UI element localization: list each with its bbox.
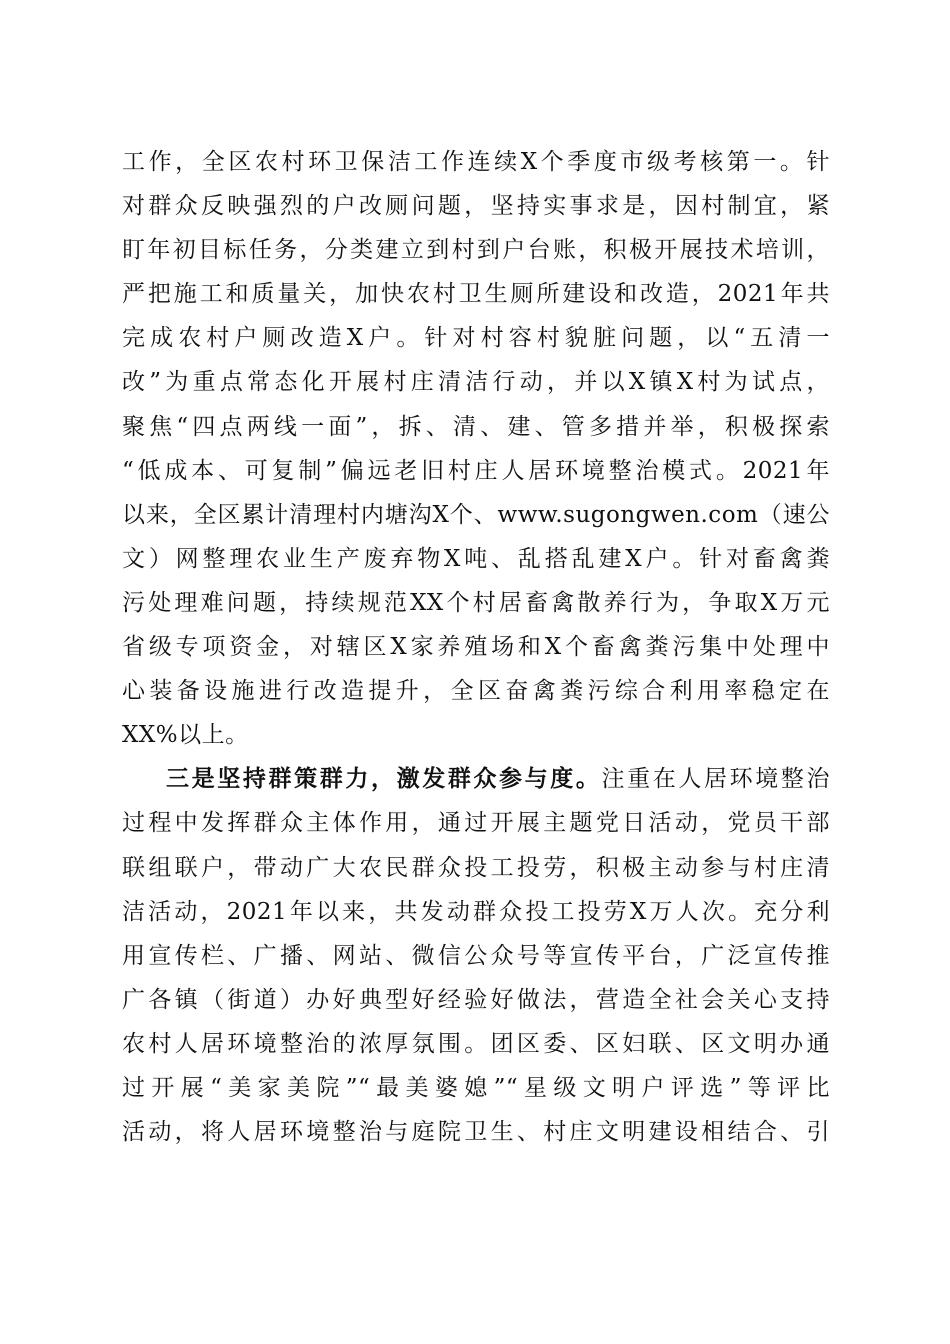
text-line: 对群众反映强烈的户改厕问题，坚持实事求是，因村制宜，紧 (122, 193, 830, 220)
text-line: 严把施工和质量关，加快农村卫生厕所建设和改造，2021年共 (122, 281, 830, 308)
text-line: 农村人居环境整治的浓厚氛围。团区委、区妇联、区文明办通 (122, 1030, 830, 1057)
text-line: 活动，将人居环境整治与庭院卫生、村庄文明建设相结合、引 (122, 1119, 830, 1146)
text-line: 文）网整理农业生产废弃物X吨、乱搭乱建X户。针对畜禽粪 (122, 545, 830, 572)
text-line: 完成农村户厕改造X户。针对村容村貌脏问题，以“五清一 (122, 325, 830, 352)
paragraph-first-line-rest: 注重在人居环境整治 (601, 766, 831, 793)
text-line: 聚焦“四点两线一面”，拆、清、建、管多措并举，积极探索 (122, 413, 830, 440)
text-line: 省级专项资金，对辖区X家养殖场和X个畜禽粪污集中处理中 (122, 634, 830, 661)
text-line: 盯年初目标任务，分类建立到村到户台账，积极开展技术培训， (122, 237, 830, 264)
text-line: 过开展“美家美院”“最美婆媳”“星级文明户评选”等评比 (122, 1074, 830, 1101)
paragraph-lead: 三是坚持群策群力，激发群众参与度。 (166, 765, 602, 793)
text-line: 联组联户，带动广大农民群众投工投劳，积极主动参与村庄清 (122, 854, 830, 881)
text-line: 污处理难问题，持续规范XX个村居畜禽散养行为，争取X万元 (122, 589, 830, 616)
text-line: 洁活动，2021年以来，共发动群众投工投劳X万人次。充分利 (122, 898, 830, 925)
text-line: “低成本、可复制”偏远老旧村庄人居环境整治模式。2021年 (122, 457, 830, 484)
paragraph-first-line (122, 757, 830, 801)
text-line: 以来，全区累计清理村内塘沟X个、www.sugongwen.com（速公 (122, 501, 830, 528)
text-line: 用宣传栏、广播、网站、微信公众号等宣传平台，广泛宣传推 (122, 942, 830, 969)
text-line: 工作，全区农村环卫保洁工作连续X个季度市级考核第一。针 (122, 149, 830, 175)
text-line: 广各镇（街道）办好典型好经验好做法，营造全社会关心支持 (122, 986, 830, 1013)
body-text (122, 140, 830, 1154)
text-line: XX%以上。 (122, 722, 249, 749)
text-line: 过程中发挥群众主体作用，通过开展主题党日活动，党员干部 (122, 810, 830, 837)
text-line: 改”为重点常态化开展村庄清洁行动，并以X镇X村为试点， (122, 369, 830, 396)
text-line: 心装备设施进行改造提升，全区奋禽粪污综合利用率稳定在 (122, 678, 830, 705)
